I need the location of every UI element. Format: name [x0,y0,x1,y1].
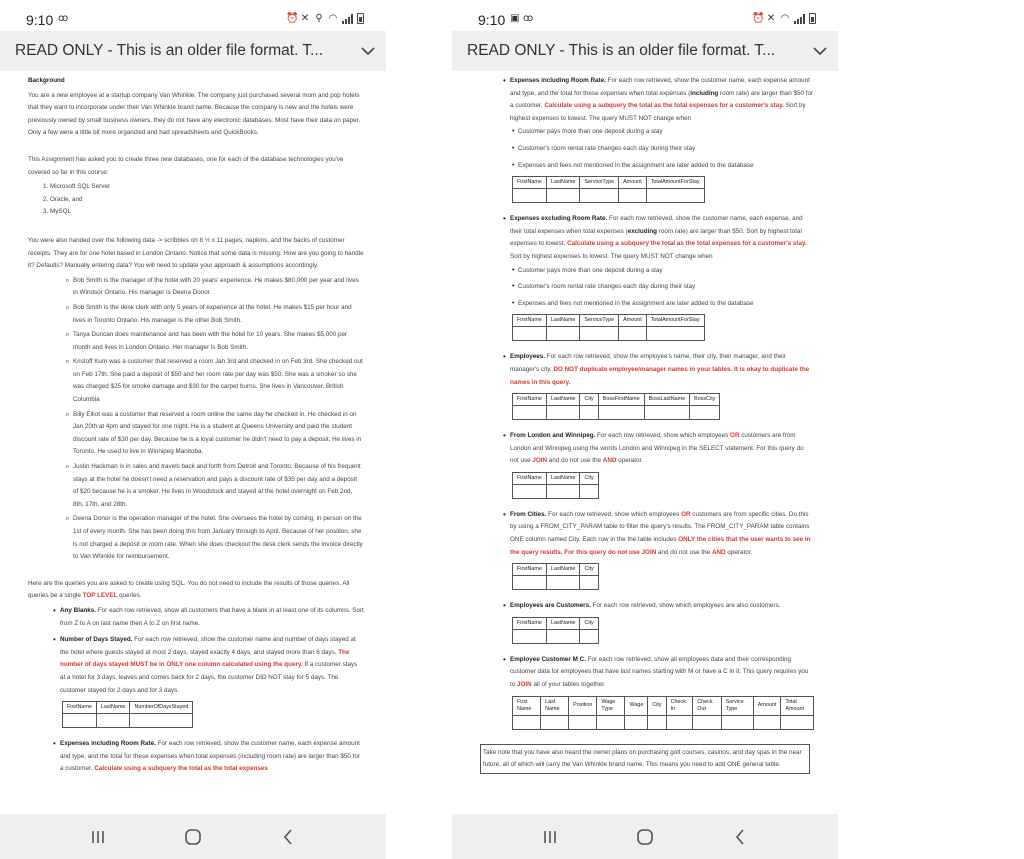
data-table: First Name Last Name Position Wage Type Wage City Check In Check Out Service Type Amount Total Amount [512,696,814,730]
technology-list [28,181,364,219]
list-item: 1. Microsoft SQL Server [50,181,364,194]
recent-apps-icon[interactable] [536,825,564,849]
query-item: • Expenses excluding Room Rate. For each row retrieved, show the customer name, each expense, and their total expenses when total expenses (excluding room rate) are larger than $50. Sort by highest total expenses to lowest. Calculate using a subquery the total as the total expenses for a customer's stay. Sort by highest expenses to lowest. The query MUST NOT change when • Customer pays more than one deposit during a stay • Customer's room rental rate changes each day during their stay • Expenses and fees not mentioned in the assignment are later added to the database FirstName LastName ServiceType Amount TotalAmountForStay [510,213,814,341]
data-table: FirstName LastName City [512,563,599,590]
list-item: o Tanya Duncan does maintenance and has been with the hotel for 10 years. She makes $5,000 per month and lives in London Ontario. Her manager is Bob Smith. [73,329,364,354]
list-item: o Billy Elliot was a customer that reserved a room online the same day he checked in. He checked in on Jan 20th at 4pm and stayed for one night. He is a student at Queens University and paid the student discount rate of $30 per day. Because he is a loyal customer he didn't need to pay a deposit. He lives in Toronto. He used to live in Winnipeg Manitoba. [73,409,364,459]
alarm-icon: ⏰ [752,12,765,24]
section-heading-background: Background [28,77,65,84]
chevron-down-icon[interactable] [802,47,838,56]
document-content[interactable] [452,71,838,814]
list-item: o Bob Smith is the manager of the hotel with 20 years' experience. He makes $80,000 per year and lives in Windsor Ontario. His manager is Deena Donor. [73,275,364,300]
sub-list [510,265,814,311]
document-title-bar[interactable] [452,31,838,71]
list-item: o Deena Donor is the operation manager of the hotel. She oversees the hotel by coming, in person on the 1st of every month. She has been doing this from January through to April. Because of her position, she is not charged a deposit or room rate. When she does checkout the desk clerk sends the invoice directly to Van Whinkle for reimbursement. [73,513,364,563]
query-item: • Any Blanks. For each row retrieved, show all customers that have a blank in at least one of its columns. Sort from Z to A on last name then A to Z on first name. [60,605,364,630]
data-table: FirstName LastName City [512,472,599,499]
list-item: • Expenses and fees not mentioned in the assignment are later added to the database [518,160,814,173]
signal-icon [794,14,805,24]
alarm-icon: ⏰ [286,12,299,24]
query-item: • Employee Customer M C. For each row retrieved, show all employees data and their corresponding customer data for employees that have last names starting with M or have a C in it. This query requires you to JOIN all of your tables together. First Name Last Name Position Wage Type Wage City Check In Check Out Service Type Amount Total Amount [510,654,814,730]
data-table: FirstName LastName ServiceType Amount TotalAmountForStay [512,314,705,341]
image-icon: ▣ [510,13,520,24]
location-icon: ⚲ [315,12,323,24]
sub-list [510,126,814,172]
list-item: 3. MySQL [50,206,364,219]
home-icon[interactable] [631,825,659,849]
document-title: READ ONLY - This is an older file format. T... [467,42,776,59]
mute-icon: ✕ [766,12,776,24]
status-left-icons [58,14,68,24]
signal-icon [342,14,353,24]
wifi-icon: ◠ [780,12,790,24]
battery-icon [809,13,816,24]
query-item: • From London and Winnipeg. For each row retrieved, show which employees OR customers are from London and Winnipeg using the words London and Winnipeg in the SELECT statement. For this query do not use JOIN and do not use the AND operator. FirstName LastName City [510,430,814,499]
list-item: • Customer's room rental rate changes each day during their stay [518,143,814,156]
status-left-icons [510,14,533,24]
query-item: • From Cities. For each row retrieved, show which employees OR customers are from specific cities. Do this by using a FROM_CITY_PARAM table to filter the query's results. The FROM_CITY_PARAM table contains ONE column named City. Each row in the the table includes ONLY the cities that the user wants to see in the query results. For this query do not use JOIN and do not use the AND operator. FirstName LastName City [510,509,814,590]
list-item: • Customer's room rental rate changes each day during their stay [518,281,814,294]
mute-icon: ✕ [300,12,310,24]
query-item: • Employees. For each row retrieved, show the employee's name, their city, their manager, and their manager's city. DO NOT duplicate employee/manager names in your tables. It is okay to duplicate the names in this query. FirstName LastName City BossFirstName BossLastName BossCity [510,351,814,420]
paragraph: You are a new employee at a startup company Van Whinkle. The company just purchased several mom and pop hotels that they want to incorporate under their Van Whinkle brand name. Because the company is new and the hotels were previously owned by small business owners, they do not have any electronic databases. Most have their data on paper. Only a few were a little bit more organized and had spreadsheets and QuickBooks. [28,91,361,137]
data-table: FirstName LastName City [512,617,599,644]
status-right-icons [752,13,816,24]
document-title: READ ONLY - This is an older file format. T... [15,42,324,59]
document-title-bar[interactable] [0,31,386,71]
status-time: 9:10 [26,12,54,28]
list-item: o Bob Smith is the desk clerk with only 5 years of experience at the hotel. He makes $15 per hour and lives in Toronto Ontario. His manager is the other Bob Smith. [73,302,364,327]
list-item: • Customer pays more than one deposit during a stay [518,265,814,278]
queries-list [28,605,364,776]
people-list [28,275,364,564]
list-item: o Justin Hackman is in sales and travels back and forth from Detroit and Toronto. Because of his frequent stays at the hotel he doesn't need a reservation and pays a discount rate of $35 per day and a deposit of $20 because he is a smoker. He lives in Woodstock and stayed at the hotel overnight on Feb 2nd, 8th, 17th, and 28th. [73,461,364,511]
data-table: FirstName LastName ServiceType Amount TotalAmountForStay [512,176,705,203]
status-right-icons [286,13,364,24]
android-nav-bar [452,814,838,859]
list-item: o Kristoff Kurn was a customer that reserved a room Jan 3rd and checked in on Feb 3rd. She checked out on Feb 17th. She paid a deposit of $50 and her room rate per day was $50. She was a smoker so she was charged $25 for smoke damage and $30 for the carpet burns. She lives in Vancouver, British Columbia [73,356,364,406]
phone-screen-left [0,0,386,859]
android-nav-bar [0,814,386,859]
home-icon[interactable] [179,825,207,849]
note-box: Take note that you have also heard the owner plans on purchasing golf courses, casinos, and day spas in the near future, all of which will carry the Van Whinkle brand name. This means you need to add ONE general table. [480,744,810,774]
status-time: 9:10 [478,12,506,28]
document-content[interactable] [0,71,386,814]
voicemail-icon: ꝏ [523,13,534,24]
phone-screen-right [452,0,838,859]
paragraph: You were also handed over the following data -> scribbles on 8 ½ x 11 pages, napkins, and the backs of customer receipts. They are for one hotel based in London Ontario. Notice that some data is missing. How are you going to handle it? Defaults? Manually entering data? You will need to update your approach & assumptions accordingly. [28,236,364,270]
query-item: • Number of Days Stayed. For each row retrieved, show the customer name and number of days stayed at the hotel where guests stayed at most 2 days, stayed exactly 4 days, and stayed more than 6 days. The number of days stayed MUST be in ONLY one column calculated using the query. If a customer stays at a hotel for 3 days, leaves and comes back for 2 days, the customer DID NOT stay for 5 days. The customer stayed for 2 days and for 3 days. FirstName LastName NumberOfDaysStayed [60,634,364,728]
battery-icon [357,13,364,24]
back-icon[interactable] [274,825,302,849]
voicemail-icon: ꝏ [58,13,69,24]
queries-list [502,75,814,730]
recent-apps-icon[interactable] [84,825,112,849]
list-item: • Expenses and fees not mentioned in the assignment are later added to the database [518,298,814,311]
list-item: • Customer pays more than one deposit during a stay [518,126,814,139]
back-icon[interactable] [726,825,754,849]
queries-intro: Here are the queries you are asked to create using SQL. You do not need to include the results of those queries. All queries be a single TOP LEVEL queries. [28,579,350,600]
query-item: • Expenses including Room Rate. For each row retrieved, show the customer name, each expense amount and type, and the total for these expenses when total expenses (including room rate) are larger than $50 for a customer. Calculate using a subquery the total as the total expenses for a customer's stay. Sort by highest expenses to lowest. The query MUST NOT change when • Customer pays more than one deposit during a stay • Customer's room rental rate changes each day during their stay • Expenses and fees not mentioned in the assignment are later added to the database FirstName LastName ServiceType Amount TotalAmountForStay [510,75,814,203]
list-item: 2. Oracle, and [50,194,364,207]
data-table: FirstName LastName NumberOfDaysStayed [62,701,193,728]
query-item: • Employees are Customers. For each row retrieved, show which employees are also customers. FirstName LastName City [510,600,814,644]
data-table: FirstName LastName City BossFirstName BossLastName BossCity [512,393,720,420]
chevron-down-icon[interactable] [350,47,386,56]
query-item: • Expenses including Room Rate. For each row retrieved, show the customer name, each expense amount and type, and the total for these expenses when total expenses (including room rate) are larger than $50 for a customer. Calculate using a subquery the total as the total expenses [60,738,364,776]
wifi-icon: ◠ [328,12,338,24]
paragraph: This Assignment has asked you to create three new databases, one for each of the database technologies you've covered so far in this course: [28,155,344,176]
